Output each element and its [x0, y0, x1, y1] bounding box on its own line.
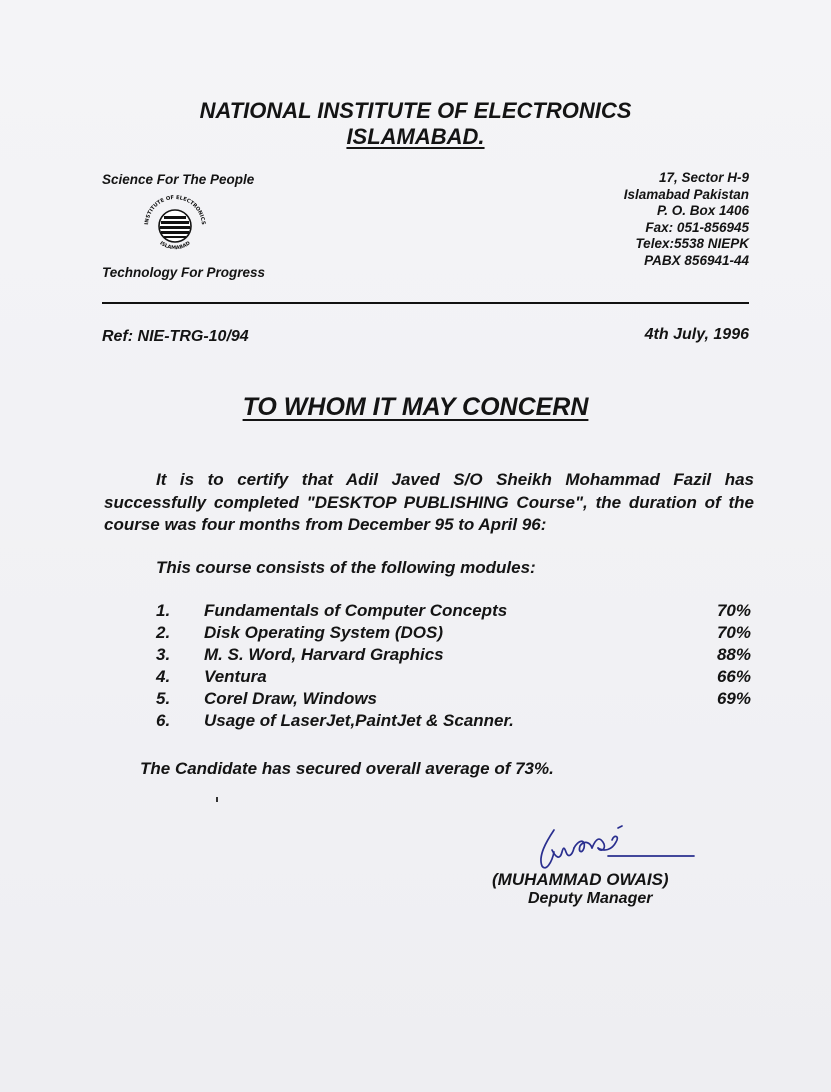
address-line: Islamabad Pakistan — [623, 186, 749, 202]
module-score: 70% — [716, 601, 751, 620]
institute-address — [529, 170, 749, 270]
modules-list — [156, 600, 751, 732]
list-item — [156, 666, 751, 688]
address-line: PABX 856941-44 — [644, 252, 749, 268]
list-item — [156, 710, 751, 732]
module-number: 1. — [156, 601, 171, 620]
module-name: Corel Draw, Windows — [204, 689, 378, 708]
module-score: 66% — [716, 667, 751, 686]
signatory-name: (MUHAMMAD OWAIS) — [492, 870, 669, 889]
address-line: 17, Sector H-9 — [658, 170, 749, 185]
letter-date: 4th July, 1996 — [644, 326, 749, 343]
signatory-title: Deputy Manager — [528, 890, 653, 907]
module-score: 88% — [716, 645, 751, 664]
list-item — [156, 644, 751, 666]
paper-speck — [216, 797, 218, 802]
address-line: Fax: 051-856945 — [645, 219, 749, 235]
address-line: P. O. Box 1406 — [656, 203, 749, 219]
letter-heading — [0, 393, 831, 422]
list-item — [156, 622, 751, 644]
average-statement: The Candidate has secured overall average of 73%. — [140, 759, 554, 778]
list-item — [156, 600, 751, 622]
module-number: 2. — [156, 623, 171, 642]
svg-text:INSTITUTE OF ELECTRONICS: INSTITUTE OF ELECTRONICS — [144, 194, 207, 226]
module-name: M. S. Word, Harvard Graphics — [204, 645, 444, 664]
module-number: 6. — [156, 711, 171, 730]
motto-top: Science For The People — [102, 172, 255, 187]
module-name: Disk Operating System (DOS) — [204, 623, 444, 642]
institute-name: NATIONAL INSTITUTE OF ELECTRONICS — [199, 98, 632, 123]
svg-text:ISLAMABAD: ISLAMABAD — [158, 240, 192, 252]
module-score: 70% — [716, 623, 751, 642]
letter-heading-text: TO WHOM IT MAY CONCERN — [242, 393, 589, 421]
module-name: Ventura — [204, 667, 267, 686]
modules-intro: This course consists of the following modules: — [156, 558, 536, 577]
institute-city-text: ISLAMABAD. — [346, 124, 485, 149]
list-item — [156, 688, 751, 710]
institute-city — [0, 124, 831, 150]
module-number: 3. — [156, 645, 171, 664]
address-line: Telex:5538 NIEPK — [635, 236, 749, 252]
reference-number: Ref: NIE-TRG-10/94 — [102, 328, 249, 345]
module-score: 69% — [716, 689, 751, 708]
motto-bottom: Technology For Progress — [102, 265, 266, 280]
module-name: Fundamentals of Computer Concepts — [204, 601, 508, 620]
letterhead-divider — [102, 302, 749, 304]
institute-logo-icon — [138, 192, 212, 256]
certificate-paragraph: It is to certify that Adil Javed S/O Sheikh Mohammad Fazil has successfully completed "DESKTOP PUBLISHING Course", the duration of the course was four months from December 95 to April 96: — [104, 470, 754, 534]
module-number: 5. — [156, 689, 171, 708]
module-name: Usage of LaserJet,PaintJet & Scanner. — [204, 711, 514, 730]
module-number: 4. — [156, 667, 171, 686]
